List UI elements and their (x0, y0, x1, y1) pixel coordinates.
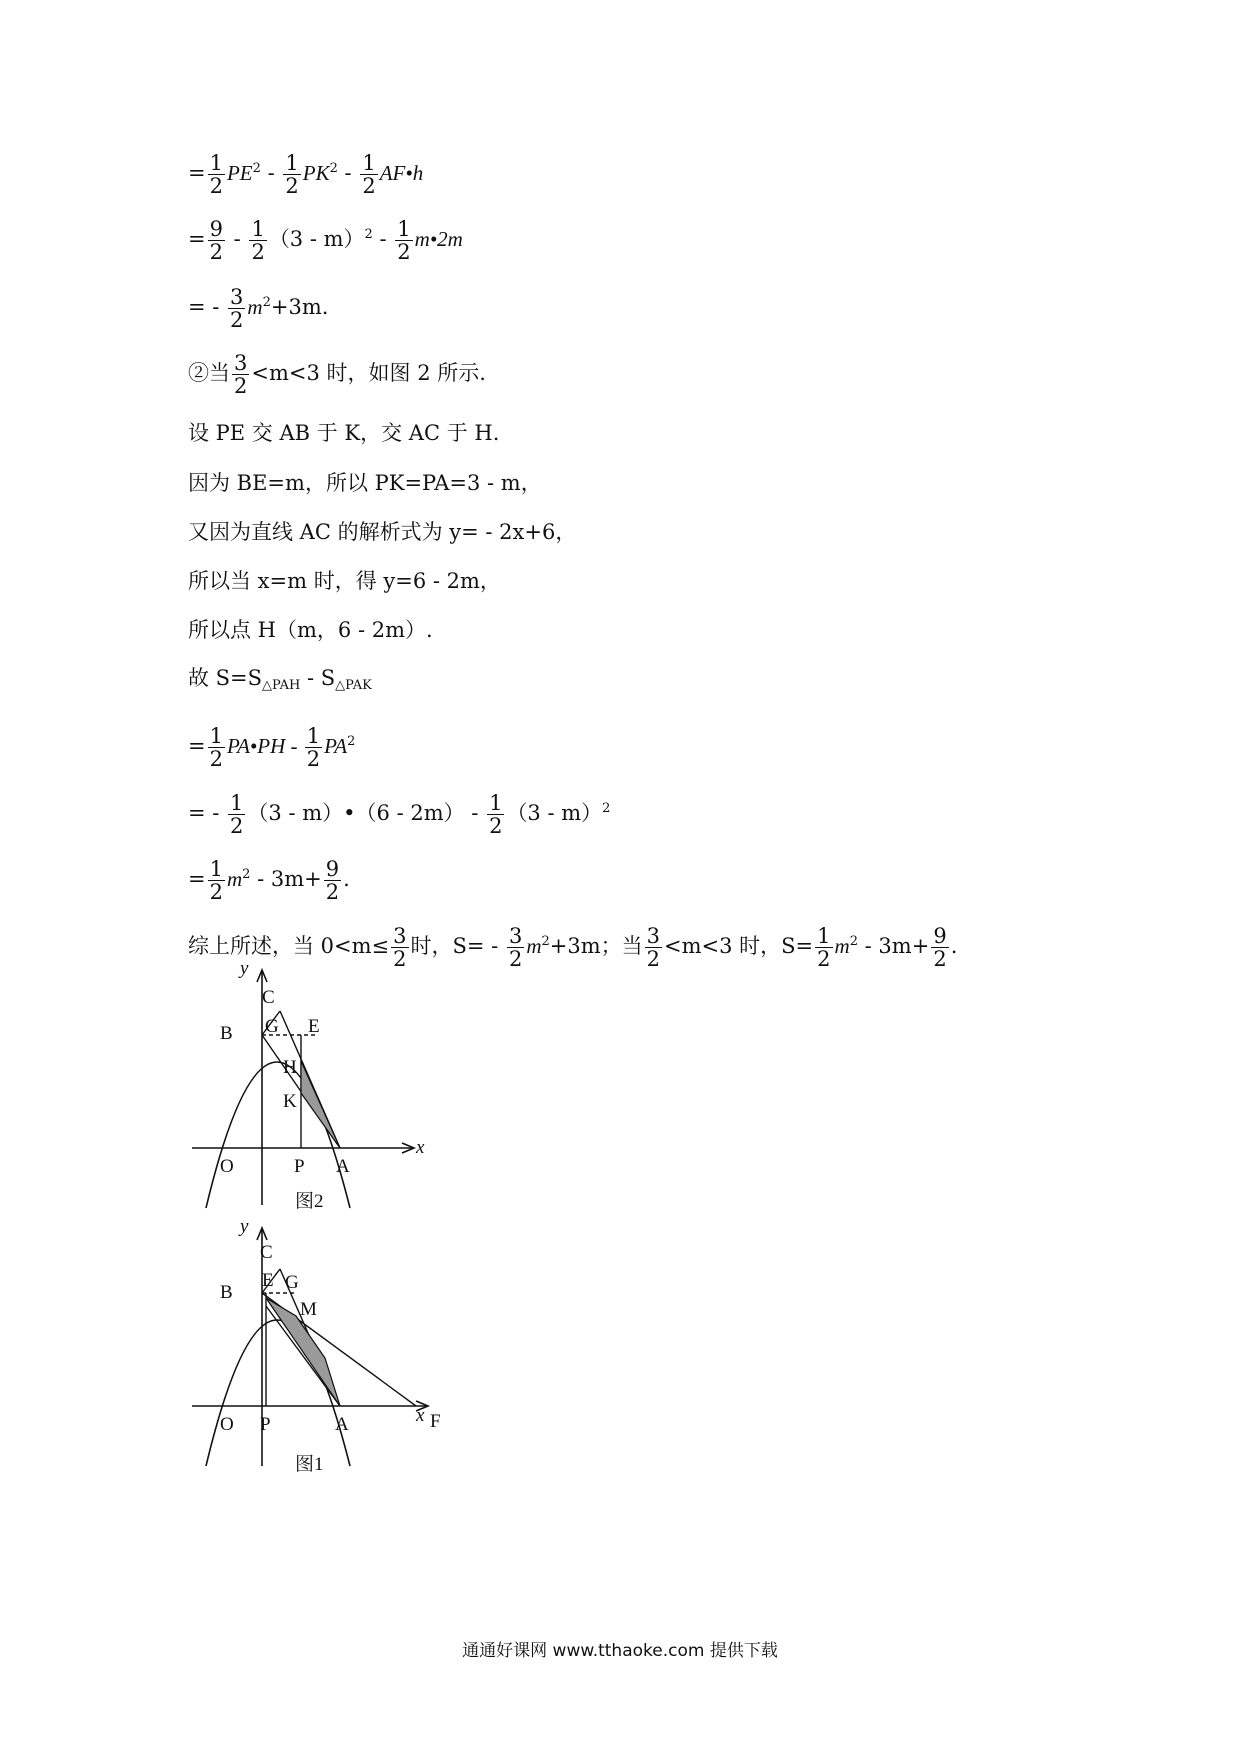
summary-line: 综上所述，当 0<m≤ $\frac{3}{2}$ 时，S= - $\frac{3}{2}$ $m^2+3m$；当 $\frac{3}{2}$ <m<3 时，S= $\frac{1}{2}$ $m^2 - 3m+$ $\frac{9}{2}$ . (188, 924, 958, 972)
label-y: y (240, 1218, 249, 1237)
fraction: $\frac{3}{2}$ (234, 351, 248, 399)
fraction: $\frac{1}{2}$ (209, 857, 223, 905)
figure-1 (180, 1218, 460, 1484)
fraction: $\frac{9}{2}$ (933, 924, 947, 972)
label-B: B (220, 1282, 233, 1303)
area-formula: 故 $S=S_{\triangle PAH} - S_{\triangle PAK}$ (188, 666, 372, 693)
text-line-8: 所以当 x=m 时，得 y=6 - 2m， (188, 569, 501, 593)
label-O: O (220, 1414, 234, 1435)
text-line-9: 所以点 H（m，6 - 2m）. (188, 618, 433, 642)
fraction: $\frac{1}{2}$ (397, 217, 411, 265)
text-line-5: 设 PE 交 AB 于 K，交 AC 于 H. (188, 421, 500, 445)
footer: 通通好课网 www.tthaoke.com 提供下载 (462, 1641, 778, 1661)
label-y: y (240, 960, 249, 979)
parabola (206, 1062, 350, 1208)
text-line-7: 又因为直线 AC 的解析式为 y= - 2x+6， (188, 520, 577, 544)
fraction: $\frac{1}{2}$ (209, 724, 223, 772)
fraction: $\frac{3}{2}$ (230, 285, 244, 333)
fraction: $\frac{3}{2}$ (508, 924, 523, 972)
text: PK (302, 161, 330, 186)
label-E: E (262, 1270, 274, 1291)
label-B: B (220, 1023, 233, 1044)
fraction: $\frac{1}{2}$ (306, 724, 321, 772)
label-x: x (416, 1405, 425, 1426)
fraction: $\frac{3}{2}$ (393, 924, 407, 972)
label-A: A (336, 1156, 350, 1177)
label-A: A (335, 1414, 349, 1435)
case-2-heading: ②当 $\frac{3}{2}$ <m<3 时，如图 2 所示. (188, 351, 486, 399)
label-M: M (300, 1299, 317, 1320)
equation-line-12: = - $\frac{1}{2}$ （3 - m）•（6 - 2m） - $\frac{1}{2}$ （3 - m）$^2$ (188, 791, 611, 839)
text: - (260, 161, 282, 186)
label-K: K (283, 1091, 297, 1112)
label-C: C (260, 1242, 273, 1263)
equation-line-2: = $\frac{9}{2}$ - $\frac{1}{2}$ （3 - m）$^2$ - $\frac{1}{2}$ m•2m (188, 217, 463, 265)
label-P: P (260, 1414, 271, 1435)
label-G: G (285, 1272, 299, 1293)
label-x: x (416, 1137, 425, 1158)
label-H: H (283, 1057, 297, 1078)
label-E: E (308, 1016, 320, 1037)
text: PE (226, 161, 253, 186)
fraction: $\frac{1}{2}$ (817, 924, 831, 972)
label-P: P (294, 1156, 305, 1177)
fraction: $\frac{1}{2}$ (230, 791, 244, 839)
fraction: $\frac{1}{2}$ (285, 151, 299, 199)
fraction: $\frac{1}{2}$ (489, 791, 503, 839)
fraction: $\frac{1}{2}$ (209, 151, 223, 199)
fraction: $\frac{1}{2}$ (251, 217, 265, 265)
label-G: G (265, 1016, 279, 1037)
equation-line-13: = $\frac{1}{2}$ $m^2 - 3m+$ $\frac{9}{2}$ . (188, 857, 350, 905)
fraction: $\frac{9}{2}$ (209, 217, 223, 265)
shaded-triangle (301, 1061, 340, 1148)
text: AF•h (379, 161, 424, 186)
equation-line-11: = $\frac{1}{2}$ PA•PH - $\frac{1}{2}$ $PA^2$ (188, 724, 356, 772)
equation-line-3: = - $\frac{3}{2}$ $m^2+3m$. (188, 285, 329, 333)
text: = (188, 161, 206, 186)
label-F: F (430, 1411, 441, 1432)
fraction: $\frac{3}{2}$ (646, 924, 661, 972)
fraction: $\frac{9}{2}$ (325, 857, 340, 905)
text-line-6: 因为 BE=m，所以 PK=PA=3 - m， (188, 471, 542, 495)
figure-1-caption: 图1 (295, 1454, 324, 1475)
fraction: $\frac{1}{2}$ (362, 151, 376, 199)
label-O: O (220, 1156, 234, 1177)
text: - (337, 161, 359, 186)
figure-2-caption: 图2 (295, 1191, 324, 1212)
label-C: C (262, 987, 275, 1008)
equation-line-1: = $\frac{1}{2}$ $PE^2$ - $\frac{1}{2}$ $PK^2$ - $\frac{1}{2}$ AF•h (188, 151, 424, 199)
figure-2 (180, 960, 440, 1226)
